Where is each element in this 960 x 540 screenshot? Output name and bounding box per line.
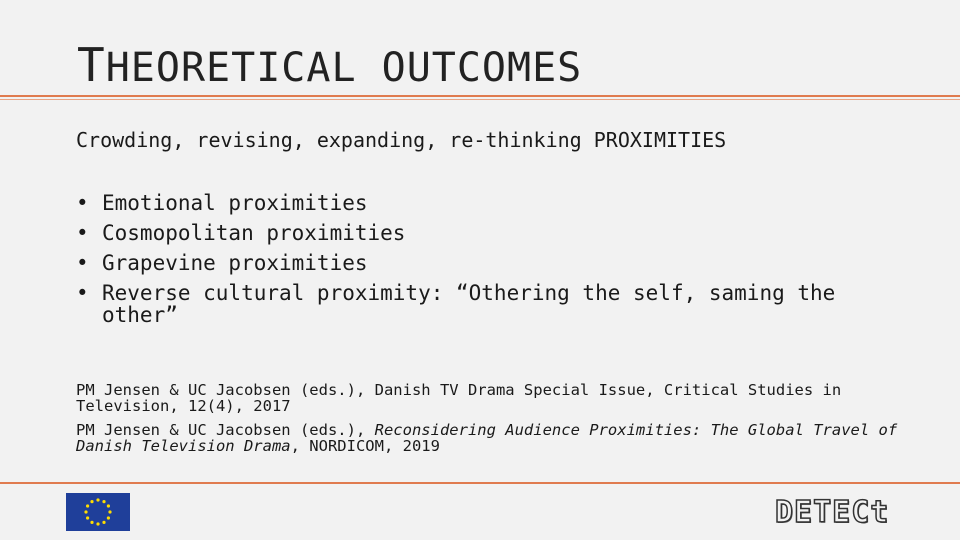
footer-divider	[0, 482, 960, 484]
bullet-item	[76, 248, 896, 278]
detect-logo: DETECt	[775, 495, 890, 530]
bullet-text: Emotional proximities	[102, 191, 368, 215]
reference-title: Danish TV Drama Special Issue, Critical Studies in Television, 12(4), 2017	[76, 381, 842, 415]
bullet-marker: •	[76, 191, 89, 215]
bullet-item	[76, 218, 896, 248]
title-divider	[0, 95, 960, 101]
bullet-text: Cosmopolitan proximities	[102, 221, 406, 245]
reference-item	[76, 422, 906, 454]
eu-flag-stars	[66, 493, 130, 531]
bullet-marker: •	[76, 251, 89, 275]
bullet-item	[76, 278, 896, 330]
bullet-text: Grapevine proximities	[102, 251, 368, 275]
bullet-list	[76, 188, 896, 330]
bullet-marker: •	[76, 221, 89, 245]
reference-item	[76, 382, 906, 414]
bullet-item	[76, 188, 896, 218]
reference-authors: PM Jensen & UC Jacobsen (eds.),	[76, 421, 375, 439]
references	[76, 382, 906, 462]
eu-flag-icon	[66, 493, 130, 531]
reference-authors: PM Jensen & UC Jacobsen (eds.),	[76, 381, 375, 399]
slide-title	[77, 38, 582, 92]
slide-title-rest: HEORETICAL OUTCOMES	[105, 45, 583, 91]
bullet-text: Reverse cultural proximity: “Othering the self, saming the other”	[102, 281, 836, 327]
slide-subtitle: Crowding, revising, expanding, re-thinking PROXIMITIES	[76, 128, 727, 152]
slide-title-initial: T	[77, 38, 106, 92]
bullet-marker: •	[76, 281, 89, 305]
reference-title: Reconsidering Audience Proximities: The Global Travel of Danish Television Drama	[76, 421, 898, 455]
reference-rest: , NORDICOM, 2019	[290, 437, 440, 455]
